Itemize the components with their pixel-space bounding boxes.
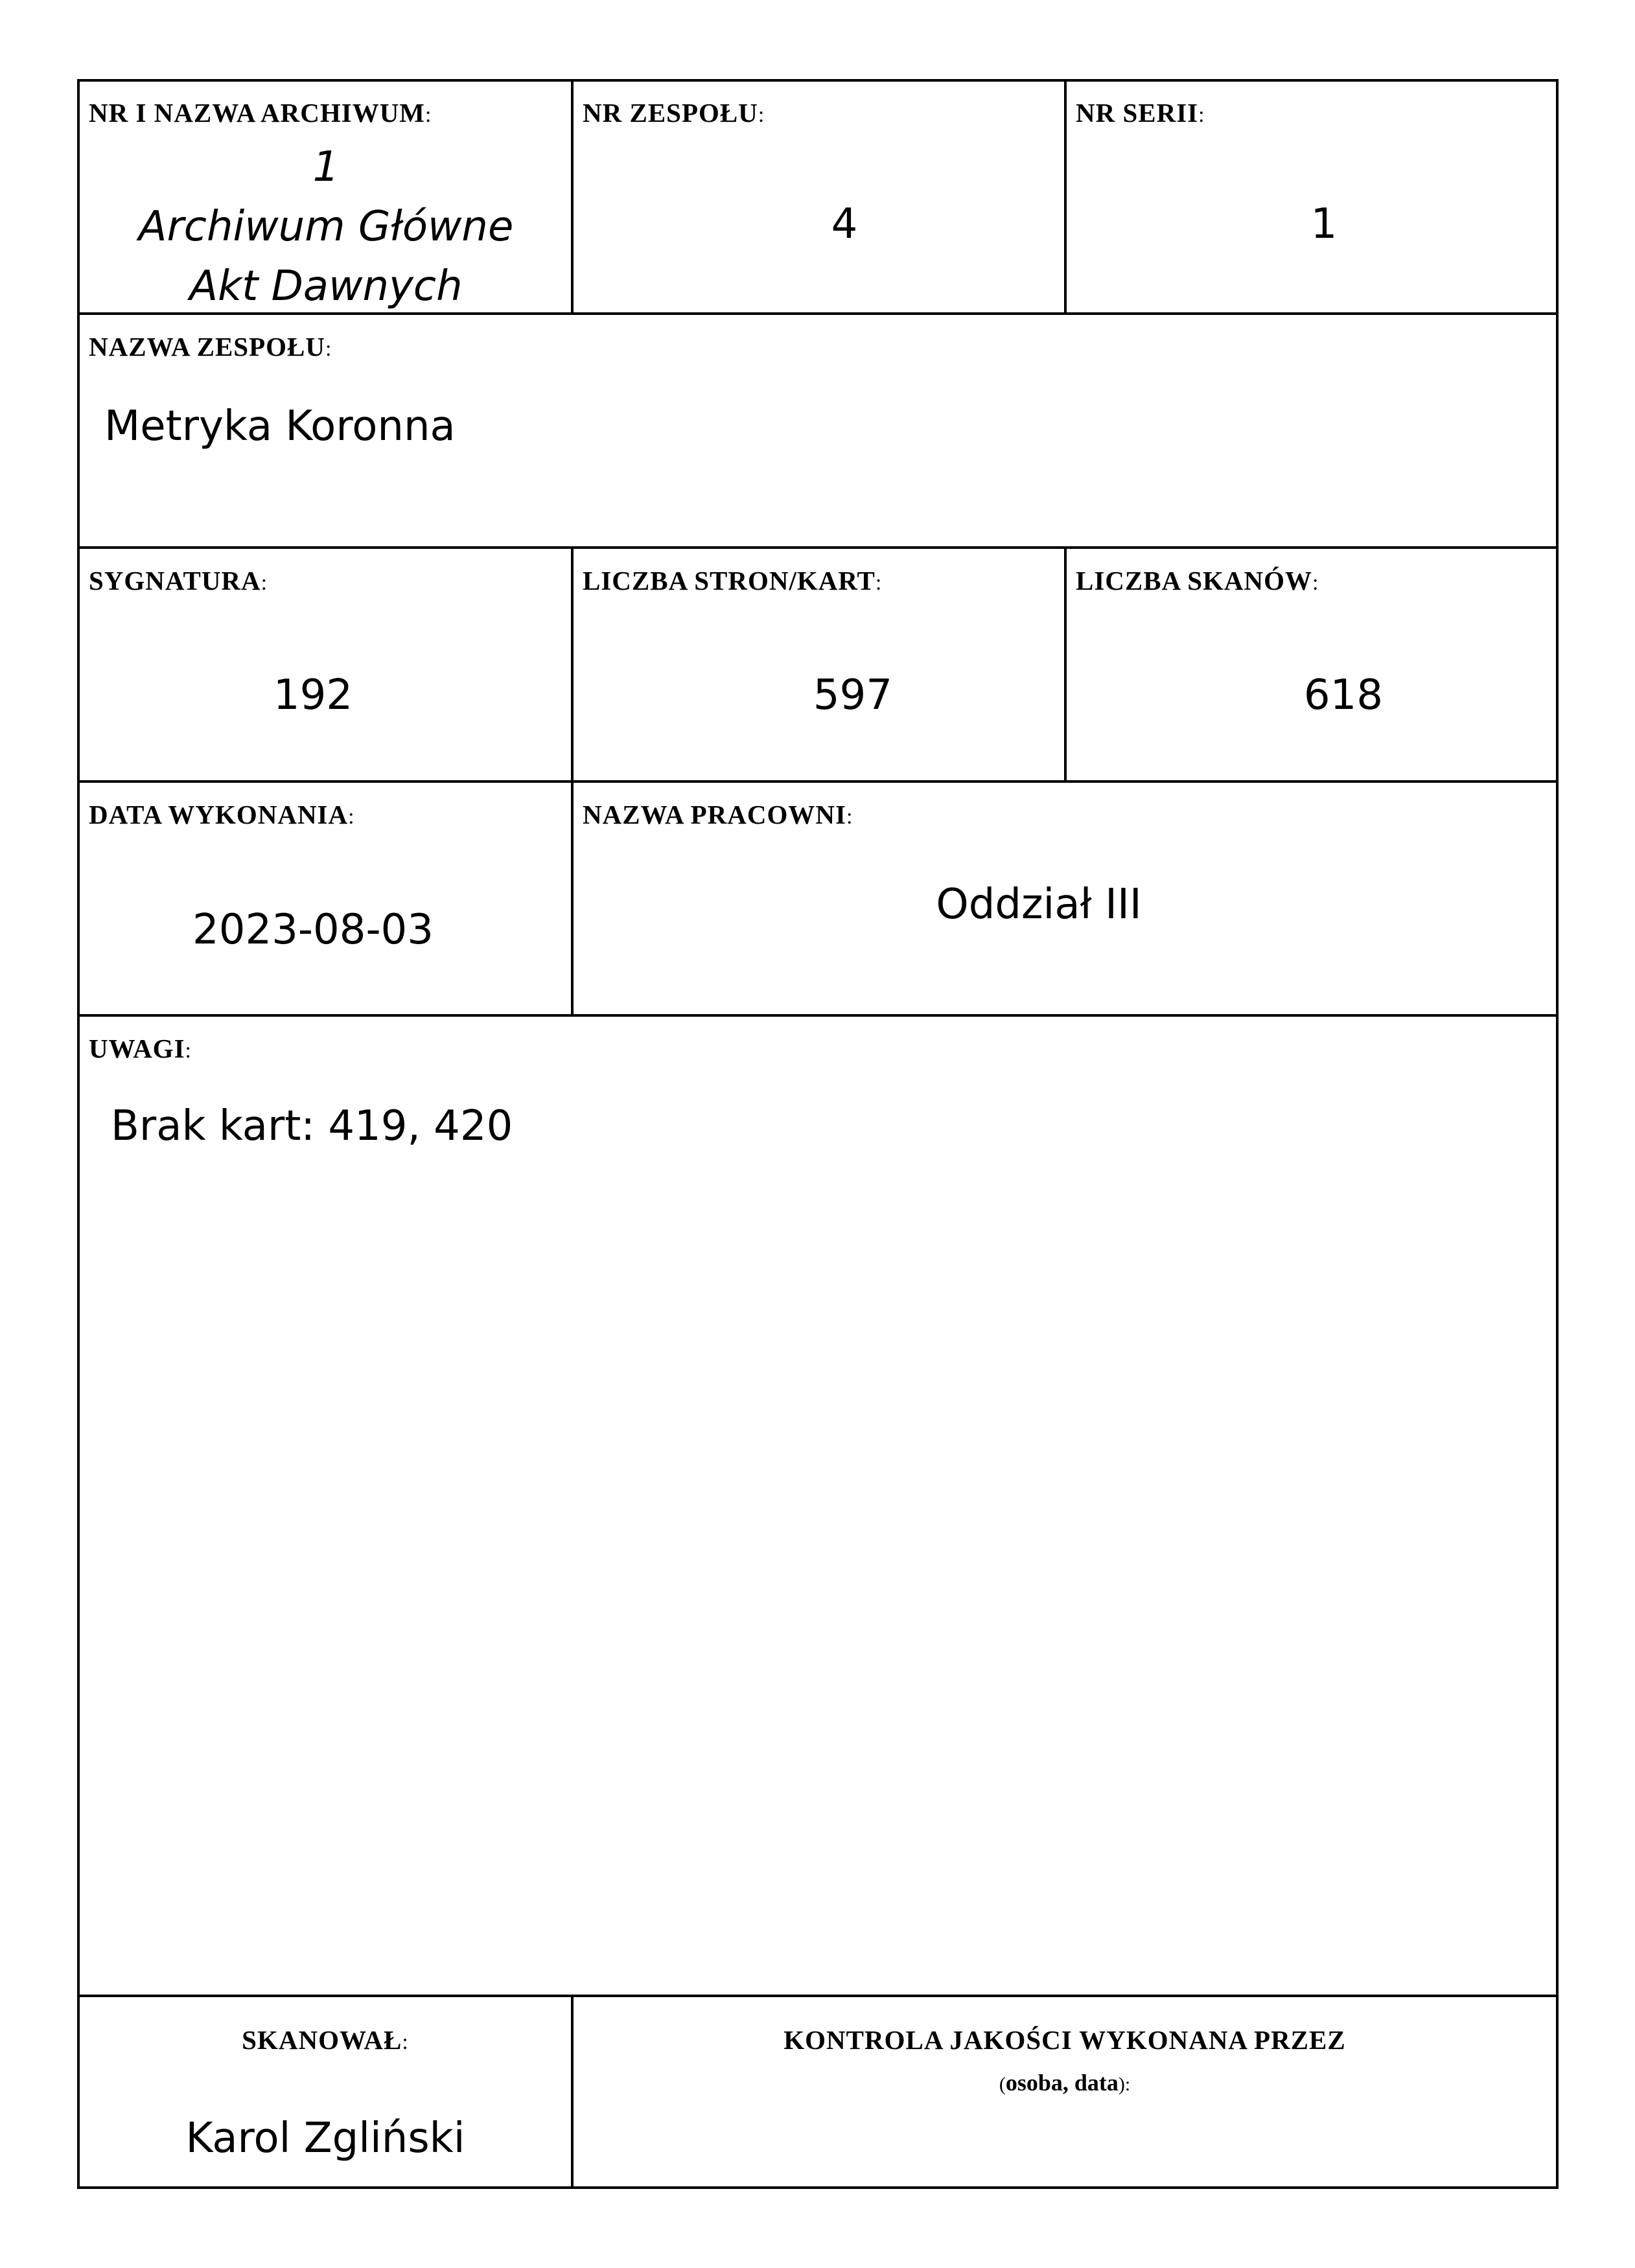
archive-name-line2: Akt Dawnych bbox=[189, 262, 463, 310]
quality-control-sublabel bbox=[574, 2071, 1556, 2094]
colon: : bbox=[261, 571, 268, 595]
workshop-label-text: NAZWA PRACOWNI bbox=[583, 800, 846, 829]
column-divider bbox=[1064, 82, 1067, 314]
signature-label-text: SYGNATURA bbox=[89, 566, 261, 596]
series-number-label-text: NR SERII bbox=[1076, 98, 1199, 128]
signature-value: 192 bbox=[273, 671, 353, 719]
scanned-by-value: Karol Zgliński bbox=[185, 2114, 465, 2162]
open-paren: ( bbox=[999, 2074, 1006, 2095]
row-divider bbox=[80, 780, 1556, 783]
colon: : bbox=[402, 2030, 409, 2054]
archive-label bbox=[89, 100, 432, 126]
quality-control-label: KONTROLA JAKOŚCI WYKONANA PRZEZ bbox=[783, 2025, 1346, 2055]
date-value: 2023-08-03 bbox=[192, 906, 434, 954]
row-divider bbox=[80, 546, 1556, 549]
date-label bbox=[89, 802, 355, 828]
scans-count-label-text: LICZBA SKANÓW bbox=[1076, 566, 1313, 596]
workshop-label bbox=[583, 802, 853, 828]
fonds-name-label bbox=[89, 334, 332, 360]
colon: : bbox=[1198, 103, 1205, 127]
notes-label-text: UWAGI bbox=[89, 1034, 185, 1063]
scanned-by-label-text: SKANOWAŁ bbox=[242, 2025, 402, 2055]
fonds-number-label bbox=[583, 100, 765, 126]
series-number-value: 1 bbox=[1310, 200, 1338, 248]
row-divider bbox=[80, 1014, 1556, 1017]
colon: : bbox=[846, 805, 853, 829]
close-paren: ): bbox=[1118, 2074, 1131, 2095]
archive-number: 1 bbox=[312, 143, 340, 191]
series-number-label bbox=[1076, 100, 1205, 126]
metadata-card bbox=[77, 79, 1559, 2189]
workshop-value: Oddział III bbox=[936, 881, 1142, 929]
archive-name-line1: Archiwum Główne bbox=[138, 203, 514, 251]
column-divider bbox=[571, 780, 574, 1015]
colon: : bbox=[325, 337, 332, 361]
fonds-name-value: Metryka Koronna bbox=[104, 402, 456, 450]
fonds-number-value: 4 bbox=[831, 200, 858, 248]
colon: : bbox=[185, 1039, 192, 1063]
date-label-text: DATA WYKONANIA bbox=[89, 800, 349, 829]
colon: : bbox=[348, 805, 355, 829]
pages-count-label bbox=[583, 568, 882, 594]
notes-label bbox=[89, 1036, 192, 1062]
scans-count-value: 618 bbox=[1303, 671, 1384, 719]
signature-label bbox=[89, 568, 268, 594]
colon: : bbox=[425, 103, 432, 127]
scans-count-label bbox=[1076, 568, 1319, 594]
colon: : bbox=[1312, 571, 1319, 595]
fonds-name-label-text: NAZWA ZESPOŁU bbox=[89, 332, 326, 362]
quality-control-sublabel-text: osoba, data bbox=[1005, 2070, 1119, 2096]
archive-label-text: NR I NAZWA ARCHIWUM bbox=[89, 98, 426, 128]
column-divider bbox=[571, 546, 574, 781]
pages-count-label-text: LICZBA STRON/KART bbox=[583, 566, 875, 596]
column-divider bbox=[1064, 546, 1067, 781]
fonds-number-label-text: NR ZESPOŁU bbox=[583, 98, 758, 128]
archive-name-block bbox=[80, 137, 572, 316]
colon: : bbox=[875, 571, 883, 595]
scanned-by-label bbox=[80, 2027, 571, 2054]
notes-value: Brak kart: 419, 420 bbox=[111, 1102, 513, 1150]
colon: : bbox=[758, 103, 765, 127]
pages-count-value: 597 bbox=[813, 671, 893, 719]
row-divider bbox=[80, 1995, 1556, 1997]
